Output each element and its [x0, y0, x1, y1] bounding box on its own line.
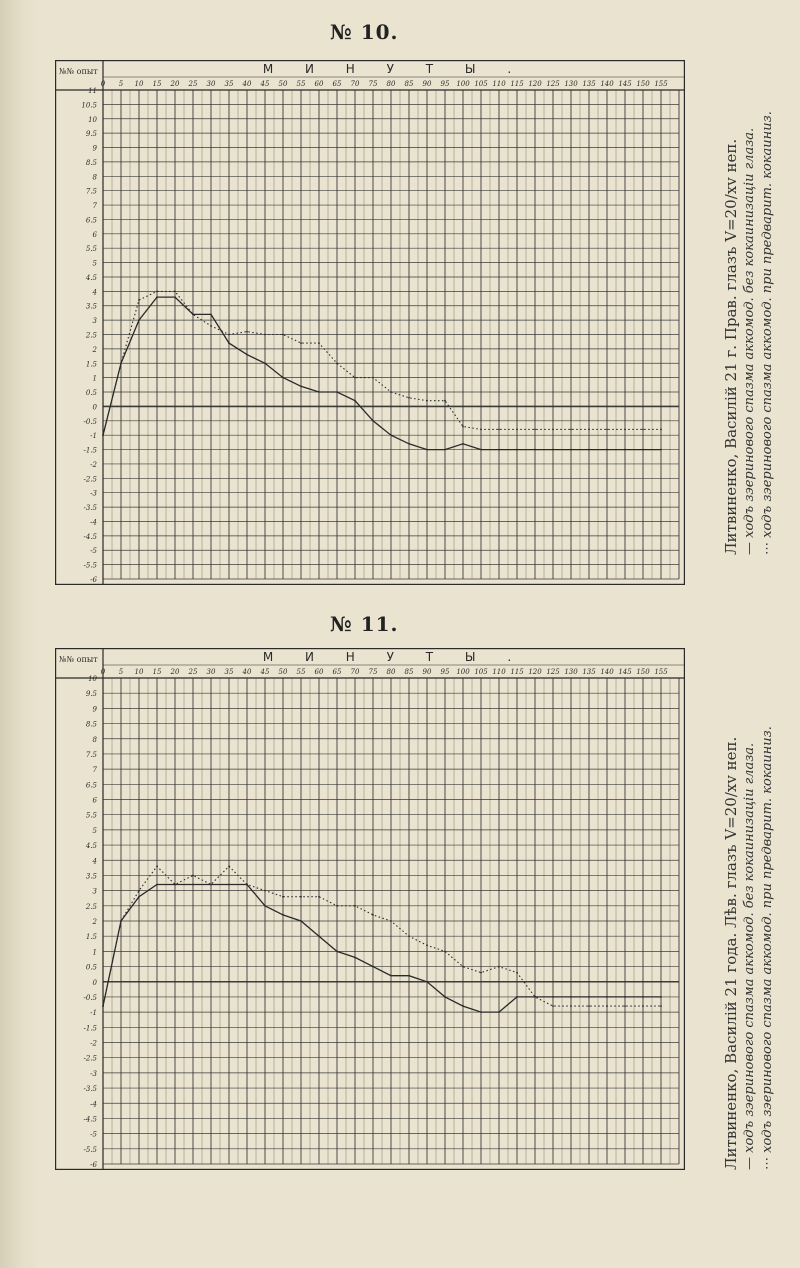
y-tick-label: -3 — [90, 1069, 97, 1078]
data-point — [174, 290, 176, 292]
x-tick-label: 80 — [386, 80, 396, 88]
y-tick-label: -5 — [90, 1130, 97, 1139]
y-tick-label: -2 — [90, 1039, 97, 1048]
y-tick-label: -3 — [90, 489, 97, 498]
data-point — [534, 996, 536, 998]
data-point — [480, 429, 482, 431]
data-point — [660, 429, 662, 431]
data-point — [372, 966, 374, 968]
x-tick-label: 45 — [260, 668, 270, 676]
y-tick-label: 9.5 — [85, 690, 97, 699]
x-tick-label: 55 — [296, 80, 306, 88]
x-tick-label: 15 — [152, 80, 162, 88]
data-point — [246, 354, 248, 356]
minutes-label: М И Н У Т Ы . — [262, 650, 526, 664]
y-tick-label: 4.5 — [85, 842, 97, 851]
data-point — [354, 905, 356, 907]
x-tick-label: 65 — [332, 80, 342, 88]
x-tick-label: 65 — [332, 668, 342, 676]
y-tick-label: 4 — [92, 857, 97, 866]
x-tick-label: 130 — [564, 80, 578, 88]
data-point — [174, 884, 176, 886]
data-point — [588, 449, 590, 451]
data-point — [588, 1005, 590, 1007]
data-point — [264, 905, 266, 907]
y-tick-label: -5.5 — [83, 561, 97, 570]
y-tick-label: 2.5 — [85, 902, 97, 911]
data-point — [426, 400, 428, 402]
x-tick-label: 155 — [654, 668, 668, 676]
data-point — [264, 334, 266, 336]
data-point — [552, 1005, 554, 1007]
x-tick-label: 30 — [206, 668, 216, 676]
data-point — [318, 896, 320, 898]
x-tick-label: 10 — [134, 80, 144, 88]
data-point — [408, 443, 410, 445]
x-tick-label: 70 — [350, 80, 360, 88]
y-tick-label: 2 — [92, 345, 97, 354]
data-point — [570, 429, 572, 431]
x-tick-label: 90 — [422, 668, 432, 676]
x-tick-label: 75 — [368, 80, 378, 88]
x-tick-label: 95 — [440, 668, 450, 676]
y-tick-label: -4 — [90, 518, 97, 527]
x-tick-label: 50 — [278, 668, 288, 676]
data-point — [336, 905, 338, 907]
x-tick-label: 140 — [600, 80, 614, 88]
x-tick-label: 105 — [474, 80, 488, 88]
y-tick-label: 3.5 — [85, 872, 97, 881]
data-point — [138, 896, 140, 898]
y-tick-label: 1.5 — [85, 933, 97, 942]
data-point — [228, 342, 230, 344]
data-point — [426, 449, 428, 451]
y-tick-label: 8 — [92, 173, 97, 182]
data-point — [282, 377, 284, 379]
data-point — [318, 342, 320, 344]
data-point — [318, 935, 320, 937]
data-point — [498, 429, 500, 431]
data-point — [336, 391, 338, 393]
data-point — [624, 429, 626, 431]
data-point — [282, 896, 284, 898]
data-point — [588, 996, 590, 998]
data-point — [210, 313, 212, 315]
data-point — [642, 996, 644, 998]
data-point — [480, 972, 482, 974]
x-tick-label: 140 — [600, 668, 614, 676]
y-tick-label: 5 — [92, 259, 97, 268]
data-point — [138, 319, 140, 321]
data-point — [606, 429, 608, 431]
x-tick-label: 20 — [170, 668, 180, 676]
x-tick-label: 40 — [242, 668, 252, 676]
y-tick-label: 2 — [92, 918, 97, 926]
y-tick-label: 5 — [92, 826, 97, 835]
page-binding-edge — [0, 0, 40, 1268]
data-point — [624, 449, 626, 451]
data-point — [156, 865, 158, 867]
data-point — [228, 334, 230, 336]
y-tick-label: 6 — [92, 230, 97, 239]
data-point — [444, 400, 446, 402]
x-tick-label: 60 — [314, 80, 324, 88]
data-point — [552, 429, 554, 431]
y-tick-label: 6.5 — [85, 216, 97, 225]
data-point — [390, 920, 392, 922]
y-tick-label: 3 — [92, 887, 97, 896]
y-tick-label: -1 — [90, 432, 97, 441]
data-point — [246, 331, 248, 333]
y-tick-label: 0 — [92, 403, 97, 412]
y-tick-label: 3.5 — [85, 302, 97, 311]
y-tick-label: 4.5 — [85, 273, 97, 282]
y-tick-label: -0.5 — [83, 993, 97, 1002]
x-tick-label: 130 — [564, 668, 578, 676]
figure-11-caption: Литвиненко, Василій 21 года. Лѣв. глазъ V=20/xv неп. — [722, 736, 740, 1170]
data-point — [606, 449, 608, 451]
data-point — [552, 996, 554, 998]
y-tick-label: 1.5 — [85, 360, 97, 369]
x-tick-label: 110 — [492, 668, 506, 676]
x-tick-label: 120 — [528, 668, 542, 676]
x-tick-label: 115 — [510, 80, 524, 88]
figure-10-legend-solid-text: ходъ зэеринового спазма аккомод. без кокаинизаціи глаза. — [742, 127, 757, 538]
chart-frame — [56, 61, 685, 585]
x-tick-label: 0 — [100, 80, 106, 88]
y-tick-label: 11 — [88, 87, 97, 95]
y-tick-label: -0.5 — [83, 417, 97, 426]
data-point — [444, 996, 446, 998]
data-point — [282, 334, 284, 336]
x-tick-label: 75 — [368, 668, 378, 676]
figure-11-number: № 11. — [330, 612, 399, 636]
data-point — [480, 1011, 482, 1013]
y-tick-label: 4 — [92, 288, 97, 297]
data-point — [624, 996, 626, 998]
x-tick-label: 50 — [278, 80, 288, 88]
x-tick-label: 60 — [314, 668, 324, 676]
data-point — [660, 1005, 662, 1007]
minutes-label: М И Н У Т Ы . — [262, 62, 526, 76]
figure-10-chart — [55, 60, 685, 585]
data-point — [480, 449, 482, 451]
data-point — [372, 914, 374, 916]
data-point — [336, 362, 338, 364]
y-tick-label: 6 — [92, 796, 97, 805]
data-point — [462, 966, 464, 968]
x-tick-label: 105 — [474, 668, 488, 676]
data-point — [408, 975, 410, 977]
y-tick-label: -4.5 — [83, 532, 97, 541]
data-point — [156, 296, 158, 298]
y-tick-label: -4 — [90, 1100, 97, 1109]
y-tick-label: 9.5 — [85, 130, 97, 139]
y-tick-label: -2.5 — [83, 475, 97, 484]
data-point — [354, 400, 356, 402]
figure-11-legend-solid: — ходъ зэеринового спазма аккомод. без кокаинизаціи глаза. — [742, 742, 757, 1170]
y-tick-label: 8.5 — [85, 720, 97, 729]
data-point — [156, 884, 158, 886]
y-tick-label: -3.5 — [83, 504, 97, 513]
data-point — [102, 1005, 104, 1007]
y-tick-label: 1 — [92, 374, 97, 383]
y-tick-label: 2.5 — [85, 331, 97, 340]
data-point — [426, 981, 428, 983]
x-tick-label: 100 — [456, 668, 470, 676]
x-tick-label: 80 — [386, 668, 396, 676]
y-tick-label: 8 — [92, 735, 97, 744]
y-tick-label: 5.5 — [85, 245, 97, 254]
data-point — [354, 957, 356, 959]
data-point — [498, 1011, 500, 1013]
y-tick-label: 1 — [92, 948, 97, 957]
figure-11-legend-solid-text: ходъ зэеринового спазма аккомод. без кокаинизаціи глаза. — [742, 742, 757, 1153]
data-point — [516, 972, 518, 974]
data-point — [462, 1005, 464, 1007]
data-point — [570, 996, 572, 998]
data-point — [588, 429, 590, 431]
x-tick-label: 40 — [242, 80, 252, 88]
x-tick-label: 145 — [618, 80, 632, 88]
x-tick-label: 120 — [528, 80, 542, 88]
figure-11-legend-dotted: ⋯ ходъ зэеринового спазма аккомод. при предварит. кокаиниз. — [760, 726, 775, 1170]
x-tick-label: 85 — [404, 668, 414, 676]
figure-10-legend-dotted-text: ходъ зэеринового спазма аккомод. при предварит. кокаиниз. — [760, 111, 775, 538]
data-point — [444, 950, 446, 952]
data-point — [624, 1005, 626, 1007]
data-point — [462, 443, 464, 445]
x-tick-label: 25 — [188, 668, 198, 676]
x-tick-label: 0 — [100, 668, 106, 676]
x-tick-label: 125 — [546, 80, 560, 88]
x-tick-label: 90 — [422, 80, 432, 88]
x-tick-label: 135 — [582, 668, 596, 676]
data-point — [534, 449, 536, 451]
data-point — [660, 449, 662, 451]
y-tick-label: 10 — [88, 675, 97, 683]
data-point — [390, 434, 392, 436]
chart-frame — [56, 649, 685, 1170]
x-tick-label: 55 — [296, 668, 306, 676]
x-tick-label: 35 — [224, 80, 234, 88]
y-tick-label: -2.5 — [83, 1054, 97, 1063]
figure-11-chart — [55, 648, 685, 1170]
y-tick-label: 0.5 — [85, 963, 97, 972]
y-tick-label: -1.5 — [83, 446, 97, 455]
data-point — [390, 975, 392, 977]
figure-10-caption: Литвиненко, Василій 21 г. Прав. глазъ V=20/xv неп. — [722, 138, 740, 555]
y-tick-label: 9 — [92, 705, 97, 714]
data-point — [300, 385, 302, 387]
data-point — [264, 362, 266, 364]
y-tick-label: 9 — [92, 144, 97, 153]
figure-10-legend-solid: — ходъ зэеринового спазма аккомод. без кокаинизаціи глаза. — [742, 127, 757, 555]
x-tick-label: 30 — [206, 80, 216, 88]
y-tick-label: 8.5 — [85, 158, 97, 167]
data-point — [318, 391, 320, 393]
y-tick-label: -3.5 — [83, 1085, 97, 1094]
y-tick-label: 6.5 — [85, 781, 97, 790]
y-tick-label: 0 — [92, 978, 97, 987]
data-point — [642, 429, 644, 431]
data-point — [462, 426, 464, 428]
data-point — [390, 391, 392, 393]
data-point — [552, 449, 554, 451]
data-point — [642, 1005, 644, 1007]
x-tick-label: 20 — [170, 80, 180, 88]
figure-11-legend-dotted-text: ходъ зэеринового спазма аккомод. при предварит. кокаиниз. — [760, 726, 775, 1153]
data-point — [570, 449, 572, 451]
y-tick-label: 7 — [92, 766, 97, 775]
data-point — [444, 449, 446, 451]
y-tick-label: 3 — [92, 317, 97, 326]
x-tick-label: 15 — [152, 668, 162, 676]
data-point — [300, 920, 302, 922]
data-point — [606, 1005, 608, 1007]
data-point — [354, 377, 356, 379]
corner-label: №№ опыт — [59, 67, 98, 76]
data-point — [138, 299, 140, 301]
data-point — [300, 342, 302, 344]
x-tick-label: 145 — [618, 668, 632, 676]
data-point — [282, 914, 284, 916]
data-point — [192, 313, 194, 315]
x-tick-label: 45 — [260, 80, 270, 88]
y-tick-label: 5.5 — [85, 811, 97, 820]
y-tick-label: -1 — [90, 1009, 97, 1018]
data-point — [120, 362, 122, 364]
data-point — [516, 429, 518, 431]
data-point — [408, 397, 410, 399]
data-point — [210, 325, 212, 327]
data-point — [246, 884, 248, 886]
data-point — [372, 420, 374, 422]
x-tick-label: 35 — [224, 668, 234, 676]
data-point — [228, 865, 230, 867]
y-tick-label: 10.5 — [81, 101, 97, 110]
data-point — [174, 296, 176, 298]
y-tick-label: 0.5 — [85, 389, 97, 398]
x-tick-label: 150 — [636, 80, 650, 88]
x-tick-label: 150 — [636, 668, 650, 676]
data-point — [156, 290, 158, 292]
data-point — [498, 966, 500, 968]
x-tick-label: 100 — [456, 80, 470, 88]
data-point — [570, 1005, 572, 1007]
y-tick-label: 7.5 — [85, 750, 97, 759]
y-tick-label: -4.5 — [83, 1115, 97, 1124]
y-tick-label: -6 — [90, 1161, 97, 1169]
y-tick-label: 10 — [88, 115, 97, 124]
y-tick-label: 7.5 — [85, 187, 97, 196]
data-point — [408, 935, 410, 937]
corner-label: №№ опыт — [59, 655, 98, 664]
data-point — [642, 449, 644, 451]
x-tick-label: 10 — [134, 668, 144, 676]
x-tick-label: 5 — [118, 80, 124, 88]
x-tick-label: 155 — [654, 80, 668, 88]
data-point — [660, 996, 662, 998]
x-tick-label: 135 — [582, 80, 596, 88]
data-point — [606, 996, 608, 998]
data-point — [372, 377, 374, 379]
figure-10-legend-dotted: ⋯ ходъ зэеринового спазма аккомод. при предварит. кокаиниз. — [760, 111, 775, 555]
y-tick-label: -2 — [90, 460, 97, 469]
data-point — [192, 884, 194, 886]
data-point — [336, 950, 338, 952]
x-tick-label: 85 — [404, 80, 414, 88]
data-point — [426, 944, 428, 946]
y-tick-label: 7 — [92, 202, 97, 211]
x-tick-label: 70 — [350, 668, 360, 676]
y-tick-label: -6 — [90, 576, 97, 584]
data-point — [138, 890, 140, 892]
y-tick-label: -1.5 — [83, 1024, 97, 1033]
x-tick-label: 110 — [492, 80, 506, 88]
x-tick-label: 115 — [510, 668, 524, 676]
data-point — [498, 449, 500, 451]
data-point — [120, 920, 122, 922]
data-point — [102, 434, 104, 436]
data-point — [516, 996, 518, 998]
data-point — [534, 429, 536, 431]
y-tick-label: -5 — [90, 547, 97, 556]
x-tick-label: 25 — [188, 80, 198, 88]
data-point — [210, 884, 212, 886]
x-tick-label: 125 — [546, 668, 560, 676]
data-point — [300, 896, 302, 898]
figure-10-number: № 10. — [330, 20, 399, 44]
x-tick-label: 5 — [118, 668, 124, 676]
y-tick-label: -5.5 — [83, 1145, 97, 1154]
data-point — [264, 890, 266, 892]
data-point — [192, 875, 194, 877]
x-tick-label: 95 — [440, 80, 450, 88]
data-point — [516, 449, 518, 451]
data-point — [228, 884, 230, 886]
